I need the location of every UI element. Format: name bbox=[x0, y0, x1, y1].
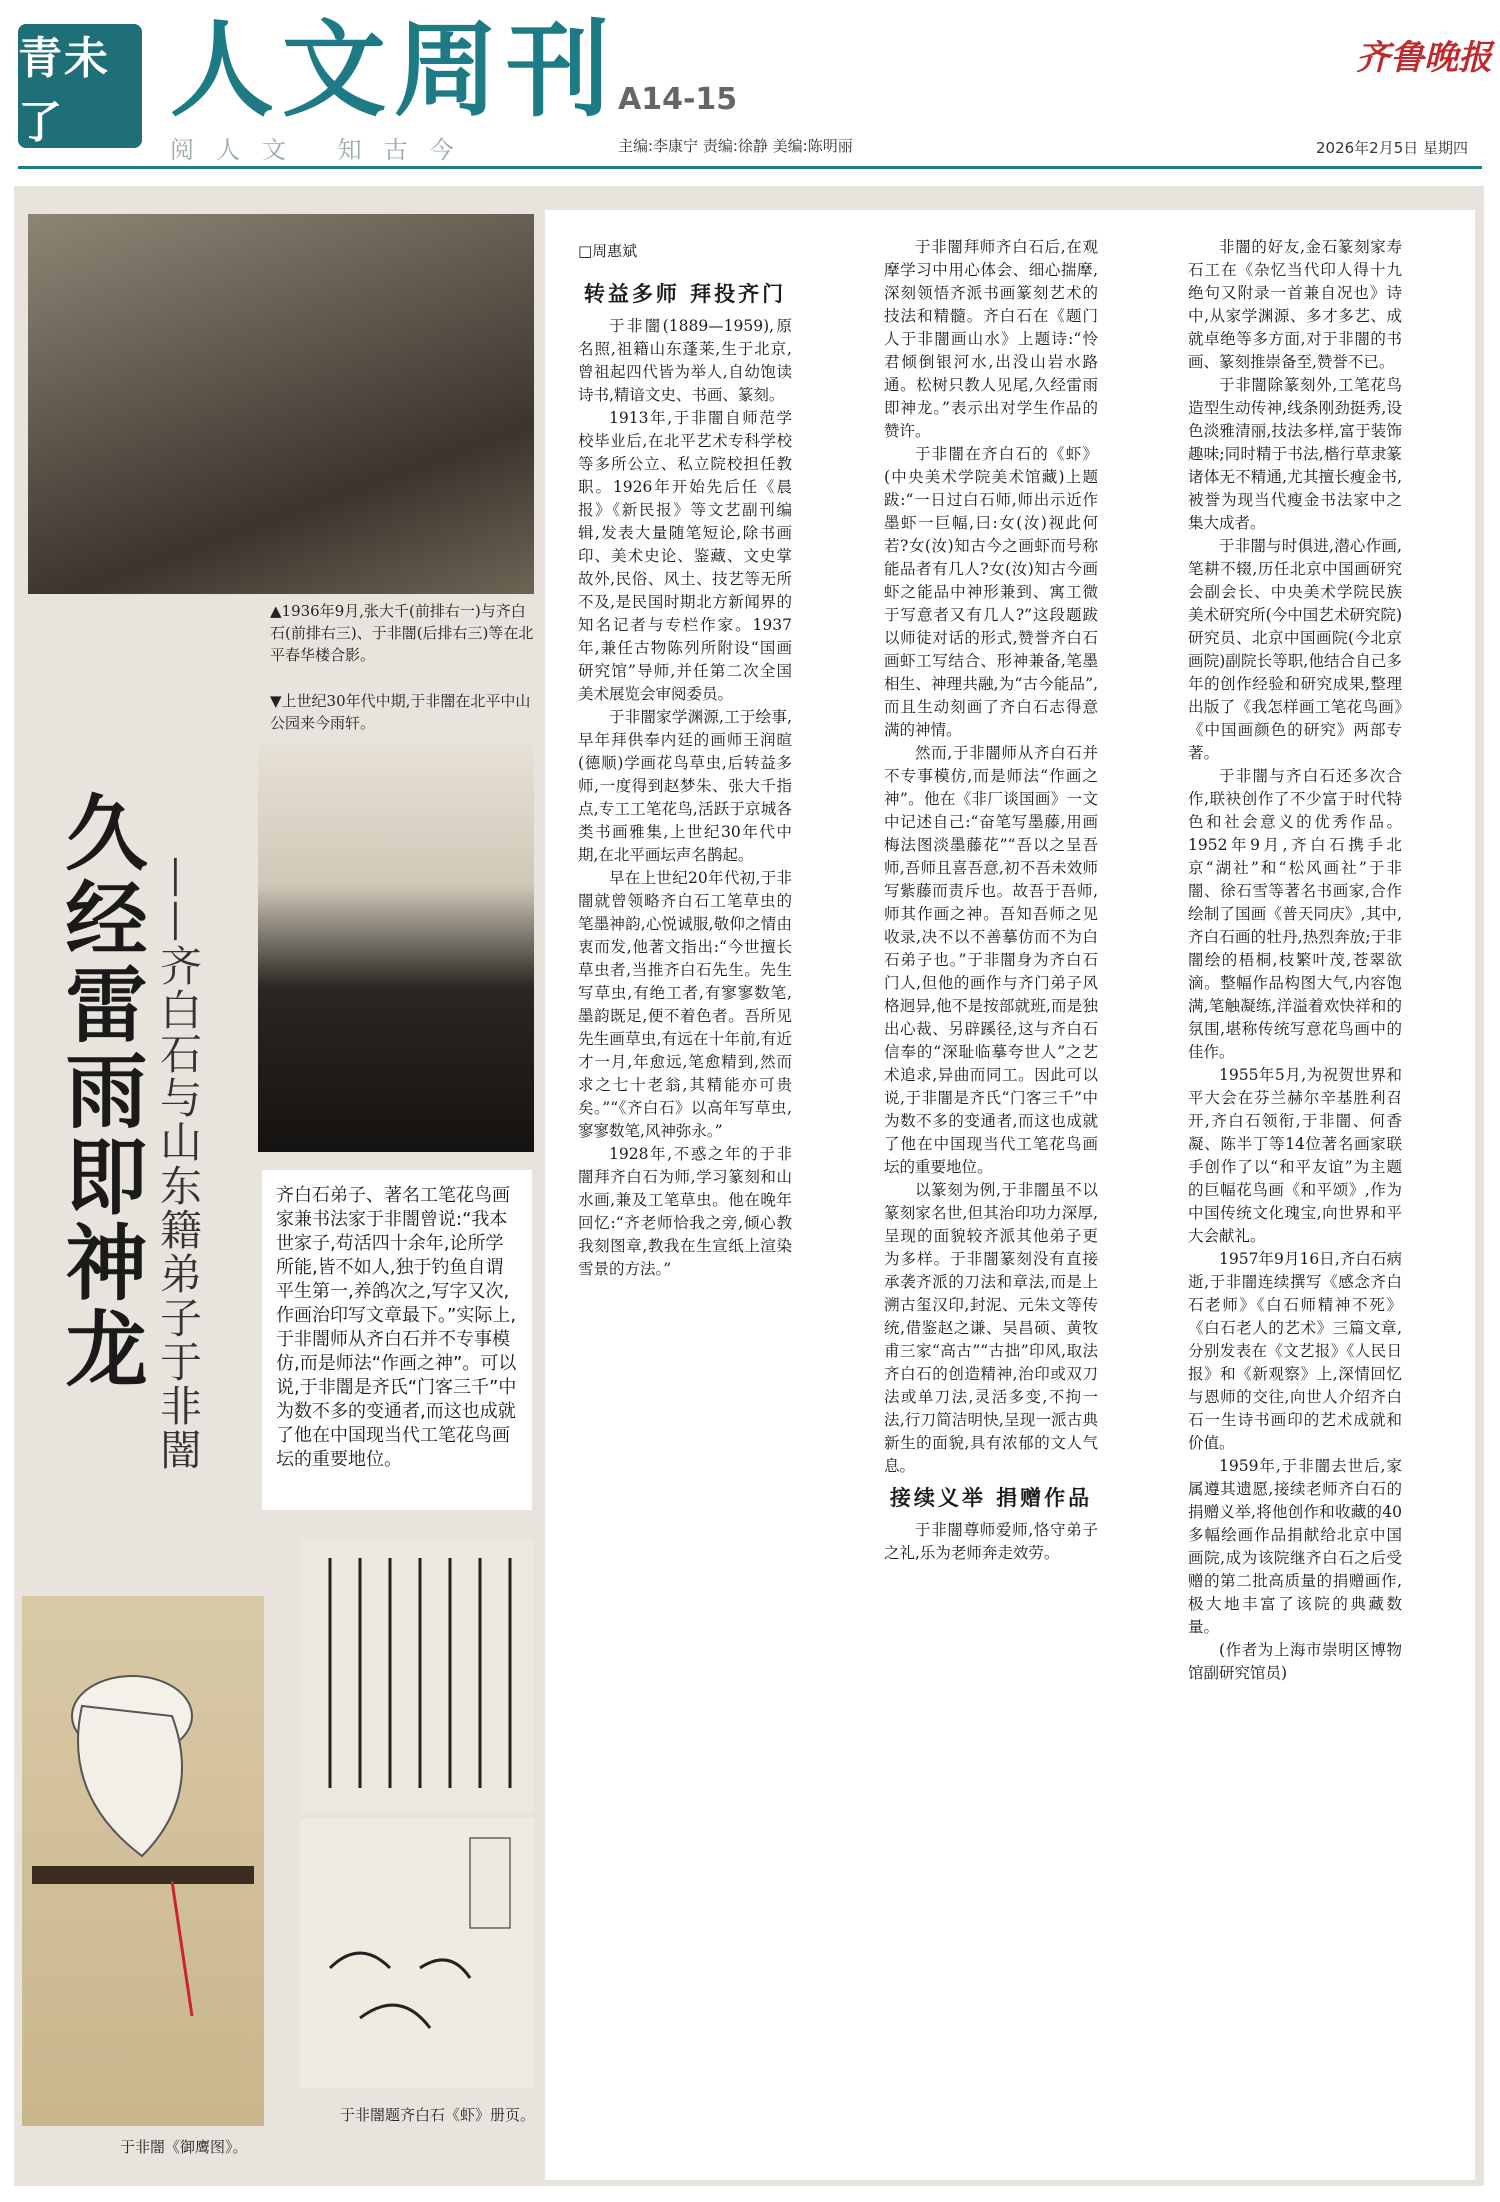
headline-subtitle: ——齐白石与山东籍弟子于非闇 bbox=[154, 856, 203, 1472]
section-heading: 接续义举 捐赠作品 bbox=[889, 1485, 1093, 1510]
article-column-1 bbox=[578, 274, 792, 2174]
issue-date: 2026年2月5日 星期四 bbox=[1316, 139, 1469, 157]
paragraph: 于非闇除篆刻外,工笔花鸟造型生动传神,线条刚劲挺秀,设色淡雅清丽,技法多样,富于装饰趣味;同时精于书法,楷行草隶篆诸体无不精通,尤其擅长瘦金书,被誉为现当代瘦金书法家中之集大成者。 bbox=[1188, 376, 1402, 532]
paragraph: 于非闇在齐白石的《虾》(中央美术学院美术馆藏)上题跋:“一日过白石师,师出示近作墨虾一巨幅,曰:女(汝)视此何若?女(汝)知古今之画虾而号称能品者有几人?女(汝)知古今画虾之能品中神形兼到、寓工微于写意者又有几人?”这段题跋以师徒对话的形式,赞誉齐白石画虾工写结合、形神兼备,笔墨相生、神理共融,为“古今能品”,而且生动刻画了齐白石志得意满的神情。 bbox=[884, 445, 1098, 739]
section-subtitle: 阅人文 知古今 bbox=[170, 136, 476, 164]
paragraph: 于非闇与时俱进,潜心作画,笔耕不辍,历任北京中国画研究会副会长、中央美术学院民族美术研究所(今中国艺术研究院)研究员、北京中国画院(今北京画院)副院长等职,他结合自己多年的创作经验和研究成果,整理出版了《我怎样画工笔花鸟画》《中国画颜色的研究》两部专著。 bbox=[1188, 537, 1402, 762]
paragraph: 于非闇家学渊源,工于绘事,早年拜供奉内廷的画师王润暄(德顺)学画花鸟草虫,后转益多师,一度得到赵梦朱、张大千指点,专工工笔花鸟,活跃于京城各类书画雅集,上世纪30年代中期,在北平画坛声名鹊起。 bbox=[578, 708, 792, 864]
paragraph: 于非闇与齐白石还多次合作,联袂创作了不少富于时代特色和社会意义的优秀作品。1952年9月,齐白石携手北京“湖社”和“松风画社”于非闇、徐石雪等著名书画家,合作绘制了国画《普天同庆》,其中,齐白石画的牡丹,热烈奔放;于非闇绘的梧桐,枝繁叶茂,苍翠欲滴。整幅作品构图大气,内容饱满,笔触凝练,洋溢着欢快祥和的氛围,堪称传统写意花鸟画中的佳作。 bbox=[1188, 767, 1402, 1061]
caption-eagle: 于非闇《御鹰图》。 bbox=[120, 2138, 248, 2156]
calligraphy-inscription bbox=[300, 1538, 534, 1814]
group-photo bbox=[28, 214, 534, 594]
article-column-3 bbox=[1188, 236, 1402, 2156]
paragraph: 1955年5月,为祝贺世界和平大会在芬兰赫尔辛基胜利召开,齐白石领衔,于非闇、何香凝、陈半丁等14位著名画家联手创作了以“和平友谊”为主题的巨幅花鸟画《和平颂》,作为中国传统文化瑰宝,向世界和平大会献礼。 bbox=[1188, 1066, 1402, 1245]
section-title: 人文周刊 bbox=[170, 8, 619, 131]
paragraph: 于非闇(1889—1959),原名照,祖籍山东蓬莱,生于北京,曾祖起四代皆为举人,自幼饱读诗书,精谙文史、书画、篆刻。 bbox=[578, 317, 792, 404]
shrimp-painting bbox=[300, 1818, 534, 2088]
caption-shrimp: 于非闇题齐白石《虾》册页。 bbox=[340, 2106, 536, 2124]
portrait-photo bbox=[258, 742, 534, 1152]
paragraph: 1928年,不惑之年的于非闇拜齐白石为师,学习篆刻和山水画,兼及工笔草虫。他在晚年回忆:“齐老师恰我之旁,倾心教我刻图章,教我在生宣纸上渲染雪景的方法。” bbox=[578, 1145, 792, 1278]
section-heading: 转益多师 拜投齐门 bbox=[583, 281, 787, 306]
caption-group-photo: ▲1936年9月,张大千(前排右一)与齐白石(前排右三)、于非闇(后排右三)等在北平春华楼合影。 bbox=[270, 602, 534, 664]
page-code: A14-15 bbox=[618, 82, 738, 117]
paragraph: 1957年9月16日,齐白石病逝,于非闇连续撰写《感念齐白石老师》《白石师精神不死》《白石老人的艺术》三篇文章,分别发表在《文艺报》《人民日报》和《新观察》上,深情回忆与恩师的交往,向世人介绍齐白石一生诗书画印的艺术成就和价值。 bbox=[1188, 1250, 1402, 1452]
byline: □周惠斌 bbox=[578, 242, 638, 260]
calligraphy-icon bbox=[300, 1538, 534, 1814]
intro-box bbox=[262, 1170, 532, 1510]
paragraph: 然而,于非闇师从齐白石并不专事模仿,而是师法“作画之神”。他在《非厂谈国画》一文中记述自己:“奋笔写墨藤,用画梅法图淡墨藤花”“吾以之呈吾师,吾师且喜吾意,初不吾未效师写紫藤而责斥也。故吾于吾师,师其作画之神。吾知吾师之见收录,决不以不善摹仿而不为白石弟子也。”于非闇身为齐白石门人,但他的画作与齐门弟子风格迥异,他不是按部就班,而是独出心裁、另辟蹊径,这与齐白石信奉的“深耻临摹夸世人”之艺术追求,异曲而同工。因此可以说,于非闇是齐氏“门客三千”中为数不多的变通者,而这也成就了他在中国现当代工笔花鸟画坛的重要地位。 bbox=[884, 744, 1098, 1176]
shrimp-icon bbox=[300, 1818, 534, 2088]
paragraph: 早在上世纪20年代初,于非闇就曾领略齐白石工笔草虫的笔墨神韵,心悦诚服,敬仰之情由衷而发,他著文指出:“今世擅长草虫者,当推齐白石先生。先生写草虫,有绝工者,有寥寥数笔,墨韵既足,便不着色者。吾所见先生画草虫,有远在十年前,有近才一月,年愈远,笔愈精到,然而求之七十老翁,其精能亦可贵矣。”“《齐白石》以高年写草虫,寥寥数笔,风神弥永。” bbox=[578, 869, 792, 1140]
paragraph: 1913年,于非闇自师范学校毕业后,在北平艺术专科学校等多所公立、私立院校担任教职。1926年开始先后任《晨报》《新民报》等文艺副刊编辑,发表大量随笔短论,除书画印、美术史论、鉴藏、文史掌故外,民俗、风土、技艺等无所不及,是民国时期北方新闻界的知名记者与专栏作家。1937年,兼任古物陈列所附设“国画研究馆”导师,并任第二次全国美术展览会审阅委员。 bbox=[578, 409, 792, 703]
paragraph: 于非闇拜师齐白石后,在观摩学习中用心体会、细心揣摩,深刻领悟齐派书画篆刻艺术的技法和精髓。齐白石在《题门人于非闇画山水》上题诗:“怜君倾倒银河水,出没山岩水路通。松树只教人见尾,久经雷雨即神龙。”表示出对学生作品的赞许。 bbox=[884, 238, 1098, 440]
article-column-2 bbox=[884, 236, 1098, 2156]
paragraph: 以篆刻为例,于非闇虽不以篆刻家名世,但其治印功力深厚,呈现的面貌较齐派其他弟子更为多样。于非闇篆刻没有直接承袭齐派的刀法和章法,而是上溯古玺汉印,封泥、元朱文等传统,借鉴赵之谦、吴昌硕、黄牧甫三家“高古”“古拙”印风,取法齐白石的创造精神,治印或双刀法或单刀法,灵活多变,不拘一法,行刀简洁明快,呈现一派古典新生的面貌,具有浓郁的文人气息。 bbox=[884, 1181, 1098, 1475]
logo: 青未了 bbox=[18, 24, 142, 148]
editors: 主编:李康宁 责编:徐静 美编:陈明丽 bbox=[618, 137, 853, 155]
eagle-painting bbox=[22, 1596, 264, 2126]
eagle-icon bbox=[22, 1596, 264, 2126]
newspaper-name: 齐鲁晚报 bbox=[1356, 38, 1492, 78]
caption-portrait: ▼上世纪30年代中期,于非闇在北平中山公园来今雨轩。 bbox=[270, 692, 531, 732]
paragraph: 于非闇尊师爱师,恪守弟子之礼,乐为老师奔走效劳。 bbox=[884, 1521, 1098, 1562]
headline: 久经雷雨即神龙 bbox=[52, 790, 148, 1392]
masthead-rule bbox=[18, 166, 1482, 169]
paragraph: 1959年,于非闇去世后,家属遵其遗愿,接续老师齐白石的捐赠义举,将他创作和收藏的40多幅绘画作品捐献给北京中国画院,成为该院继齐白石之后受赠的第二批高质量的捐赠画作,极大地丰富了该院的典藏数量。 bbox=[1188, 1457, 1402, 1636]
paragraph: 非闇的好友,金石篆刻家寿石工在《杂忆当代印人得十九绝句又附录一首兼自况也》诗中,从家学渊源、多才多艺、成就卓绝等多方面,对于非闇的书画、篆刻推崇备至,赞誉不已。 bbox=[1188, 238, 1402, 371]
paragraph: (作者为上海市崇明区博物馆副研究馆员) bbox=[1188, 1641, 1402, 1682]
intro-text: 齐白石弟子、著名工笔花鸟画家兼书法家于非闇曾说:“我本世家子,苟活四十余年,论所学所能,皆不如人,独于钓鱼自谓平生第一,养鸽次之,写字又次,作画治印写文章最下。”实际上,于非闇师从齐白石并不专事模仿,而是师法“作画之神”。可以说,于非闇是齐氏“门客三千”中为数不多的变通者,而这也成就了他在中国现当代工笔花鸟画坛的重要地位。 bbox=[276, 1185, 517, 1470]
